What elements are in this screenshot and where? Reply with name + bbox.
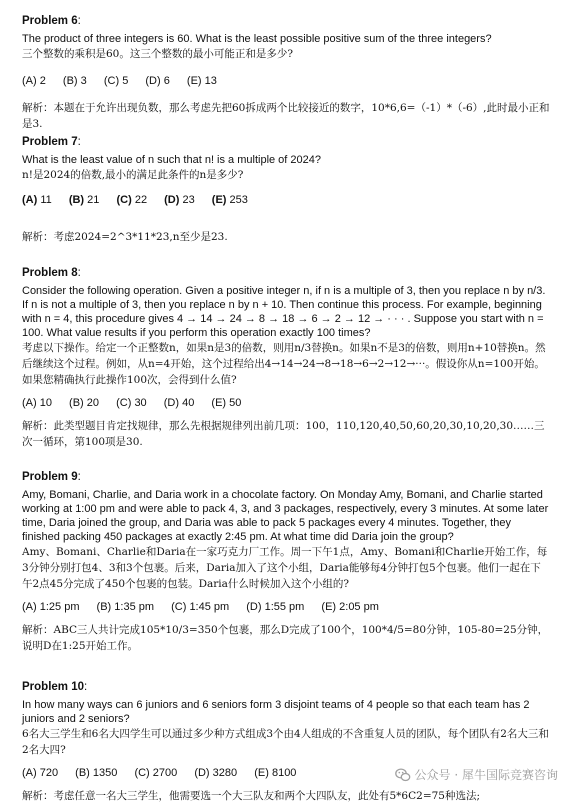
solution-text: 解析：本题在于允许出现负数，那么考虑先把60拆成两个比较接近的数字，10*6,6=（-1）*（-6）,此时最小正和是3.	[22, 102, 550, 130]
problem-text-en: The product of three integers is 60. What is the least possible positive sum of the three integers?	[22, 33, 492, 45]
solution-text: 解析：ABC三人共计完成105*10/3=350个包裹，那么D完成了100个，100*4/5=80分钟，105-80=25分钟，说明D在1:25开始工作。	[22, 624, 549, 652]
choice-d: (D) 6	[145, 75, 170, 87]
watermark-text: 公众号 · 犀牛国际竞赛咨询	[414, 768, 558, 782]
solution-text: 解析：考虑任意一名大三学生，他需要选一个大三队友和两个大四队友，此处有5*6C2=75种选法;	[22, 790, 481, 802]
choice-c: (C) 30	[116, 397, 147, 409]
choice-a: (A) 1:25 pm	[22, 601, 80, 613]
problem-text-en: Consider the following operation. Given a positive integer n, if n is a multiple of 3, then you replace n by n/3. If n is not a multiple of 3, then you replace n by n + 10. Then continue this process. For example, beginning with n = 4, this procedure gives 4 → 14 → 24 → 8 → 18 → 6 → 2 → 12 → · · · . Suppose you start with n = 100. What value results if you perform this operation exactly 100 times?	[22, 285, 546, 339]
choice-c: (C) 2700	[134, 767, 178, 779]
problem-7	[22, 135, 550, 245]
problem-text-zh: Amy、Bomani、Charlie和Daria在一家巧克力厂工作。周一下午1点，Amy、Bomani和Charlie开始工作，每3分钟分别打包4、3和3个包裹。后来，Daria加入了这个小组，Daria能够每4分钟打包5个包裹。他们一起在下午2点45分完成了450个包裹的包装。Daria什么时候加入这个小组的?	[22, 546, 548, 590]
problem-title: Problem 8:	[22, 267, 81, 279]
choice-e: (E) 2:05 pm	[321, 601, 379, 613]
solution-text: 解析：此类型题目肯定找规律，那么先根据规律列出前几项：100，110,120,40,50,60,20,30,10,20,30……三次一循环，第100项是30.	[22, 420, 545, 448]
choice-a: (A) 2	[22, 75, 46, 87]
problem-text-zh: 考虑以下操作。给定一个正整数n，如果n是3的倍数，则用n/3替换n。如果n不是3的倍数，则用n+10替换n。然后继续这个过程。例如，从n=4开始，这个过程给出4→14→24→8→18→6→2→12→···。假设你从n=100开始。如果您精确执行此操作100次，会得到什么值?	[22, 342, 546, 386]
watermark	[395, 766, 558, 783]
choice-d: (D) 3280	[194, 767, 238, 779]
answer-choices	[22, 396, 550, 410]
problem-text-en: In how many ways can 6 juniors and 6 seniors form 3 disjoint teams of 4 people so that each team has 2 juniors and 2 seniors?	[22, 699, 530, 725]
problem-text-zh: 6名大三学生和6名大四学生可以通过多少种方式组成3个由4人组成的不含重复人员的团队，每个团队有2名大三和2名大四?	[22, 728, 549, 756]
problem-6	[22, 14, 550, 132]
problem-9	[22, 470, 550, 654]
choice-b: (B) 21	[68, 194, 100, 206]
answer-choices	[22, 600, 550, 614]
problem-title: Problem 6:	[22, 15, 81, 27]
choice-e: (E) 253	[211, 194, 248, 206]
solution-text: 解析：考虑2024=2^3*11*23,n至少是23.	[22, 231, 228, 243]
wechat-icon	[395, 767, 411, 783]
choice-a: (A) 10	[22, 397, 52, 409]
choice-a: (A) 720	[22, 767, 59, 779]
problem-title: Problem 9:	[22, 471, 81, 483]
choice-b: (B) 3	[62, 75, 87, 87]
choice-d: (D) 23	[164, 194, 195, 206]
choice-c: (C) 5	[103, 75, 129, 87]
problem-8	[22, 266, 550, 450]
choice-b: (B) 1350	[75, 767, 118, 779]
choice-d: (D) 1:55 pm	[246, 601, 305, 613]
choice-e: (E) 8100	[254, 767, 297, 779]
problem-10	[22, 680, 550, 804]
answer-choices	[22, 193, 550, 207]
problem-text-en: Amy, Bomani, Charlie, and Daria work in a chocolate factory. On Monday Amy, Bomani, and Charlie started working at 1:00 pm and were able to pack 4, 3, and 3 packages, respectively, every 3 minutes. At some later time, Daria joined the group, and Daria was able to pack 5 packages every 4 minutes. Together, they finished packing 450 packages at exactly 2:45 pm. At what time did Daria join the group?	[22, 489, 549, 543]
choice-c: (C) 1:45 pm	[171, 601, 230, 613]
problem-title: Problem 7:	[22, 136, 81, 148]
choice-c: (C) 22	[116, 194, 148, 206]
choice-e: (E) 13	[186, 75, 217, 87]
problem-text-en: What is the least value of n such that n! is a multiple of 2024?	[22, 154, 322, 166]
choice-d: (D) 40	[163, 397, 195, 409]
choice-b: (B) 20	[69, 397, 100, 409]
problem-text-zh: 三个整数的乘积是60。这三个整数的最小可能正和是多少?	[22, 48, 293, 60]
problem-text-zh: n!是2024的倍数,最小的满足此条件的n是多少?	[22, 169, 244, 181]
choice-b: (B) 1:35 pm	[96, 601, 155, 613]
answer-choices	[22, 74, 550, 88]
choice-e: (E) 50	[211, 397, 242, 409]
choice-a: (A) 11	[22, 194, 52, 206]
problem-title: Problem 10:	[22, 681, 88, 693]
